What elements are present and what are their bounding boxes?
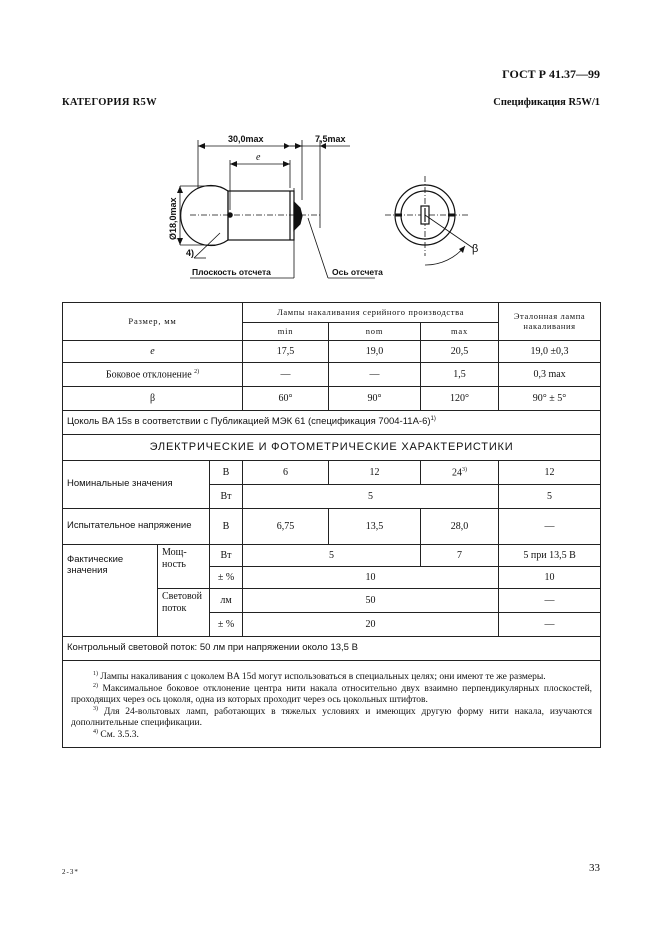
row-lateral-label: Боковое отклонение $^{2)}$ — [63, 363, 243, 387]
flux-tol: 20 — [243, 613, 499, 637]
power-unit: Вт — [210, 545, 243, 567]
row-beta-min: 60° — [243, 387, 329, 411]
row-beta-max: 120° — [421, 387, 499, 411]
note-2: $^{2)}$ Максимальное боковое отклонение центра нити накала относительно двух взаимно перпендикулярных плоскостей, проходящих через ось цоколя, одна из которых проходит через ось цокольных штифтов. — [71, 683, 593, 706]
standard-number: ГОСТ Р 41.37—99 — [502, 67, 600, 81]
row-beta-nom: 90° — [329, 387, 421, 411]
col-series: Лампы накаливания серийного производства — [243, 303, 499, 323]
power-tol: 10 — [243, 567, 499, 589]
row-lateral-ref: 0,3 max — [499, 363, 601, 387]
specification-title: Спецификация R5W/1 — [493, 97, 600, 108]
row-e-nom: 19,0 — [329, 341, 421, 363]
row-lateral-max: 1,5 — [421, 363, 499, 387]
test-v3: 28,0 — [421, 509, 499, 545]
flux-ref: — — [499, 589, 601, 613]
section-title: ЭЛЕКТРИЧЕСКИЕ И ФОТОМЕТРИЧЕСКИЕ ХАРАКТЕРИСТИКИ — [63, 435, 601, 461]
footnotes — [63, 661, 601, 748]
test-unit: В — [210, 509, 243, 545]
col-min: min — [243, 323, 329, 341]
power-label: Мощ-ность — [158, 545, 210, 589]
note-4-label: 4) — [186, 248, 195, 258]
test-ref: — — [499, 509, 601, 545]
lamp-base — [228, 191, 294, 240]
lamp-drawing — [150, 128, 490, 288]
note-1: $^{1)}$ Лампы накаливания с цоколем BA 15d могут использоваться в специальных целях; они имеют те же размеры. — [93, 671, 546, 683]
col-max: max — [421, 323, 499, 341]
footer-sheet-mark: 2-3* — [62, 868, 79, 876]
spec-table — [62, 302, 601, 748]
row-lateral-nom: — — [329, 363, 421, 387]
bulb-outline — [181, 186, 228, 246]
dim-e-label: e — [256, 152, 261, 163]
row-beta-ref: 90° ± 5° — [499, 387, 601, 411]
col-size: Размер, мм — [63, 303, 243, 341]
row-beta-label: β — [63, 387, 243, 411]
control-flux: Контрольный световой поток: 50 лм при напряжении около 13,5 В — [63, 637, 601, 661]
category-title: КАТЕГОРИЯ R5W — [62, 97, 157, 108]
nominal-v2: 12 — [329, 461, 421, 485]
page-number: 33 — [589, 862, 600, 874]
nominal-v3: 24$^{3)}$ — [421, 461, 499, 485]
nominal-label: Номинальные значения — [63, 461, 210, 509]
nominal-unit-w: Вт — [210, 485, 243, 509]
flux-label: Световой поток — [158, 589, 210, 637]
nominal-v-ref: 12 — [499, 461, 601, 485]
note-3: $^{3)}$ Для 24-вольтовых ламп, работающих в тяжелых условиях и имеющих другую форму нити накала, изучаются дополнительные спецификации. — [71, 706, 593, 729]
nominal-v1: 6 — [243, 461, 329, 485]
beta-label: β — [472, 243, 479, 255]
flux-value: 50 — [243, 589, 499, 613]
dim-offset-label: 7,5max — [315, 134, 346, 144]
actual-label: Фактические значения — [63, 545, 158, 637]
power-a: 5 — [243, 545, 421, 567]
test-label: Испытательное напряжение — [63, 509, 210, 545]
base-spec: Цоколь BA 15s в соответствии с Публикацией МЭК 61 (спецификация 7004-11A-6)$^{1)}$ — [63, 411, 601, 435]
row-e-min: 17,5 — [243, 341, 329, 363]
dim-diameter-label: Ø18,0max — [168, 197, 178, 240]
nominal-w: 5 — [243, 485, 499, 509]
flux-tol-ref: — — [499, 613, 601, 637]
plane-label: Плоскость отсчета — [192, 267, 271, 277]
test-v2: 13,5 — [329, 509, 421, 545]
axis-label: Ось отсчета — [332, 267, 383, 277]
row-e-label: e — [63, 341, 243, 363]
note-4: $^{4)}$ См. 3.5.3. — [93, 729, 139, 741]
row-e-ref: 19,0 ±0,3 — [499, 341, 601, 363]
row-e-max: 20,5 — [421, 341, 499, 363]
row-lateral-min: — — [243, 363, 329, 387]
flux-unit: лм — [210, 589, 243, 613]
dim-length-label: 30,0max — [228, 134, 264, 144]
power-tol-unit: ± % — [210, 567, 243, 589]
flux-tol-unit: ± % — [210, 613, 243, 637]
col-ref: Эталонная лампа накаливания — [499, 303, 601, 341]
nominal-w-ref: 5 — [499, 485, 601, 509]
test-v1: 6,75 — [243, 509, 329, 545]
nominal-unit-v: В — [210, 461, 243, 485]
power-tol-ref: 10 — [499, 567, 601, 589]
col-nom: nom — [329, 323, 421, 341]
power-ref: 5 при 13,5 В — [499, 545, 601, 567]
power-b: 7 — [421, 545, 499, 567]
